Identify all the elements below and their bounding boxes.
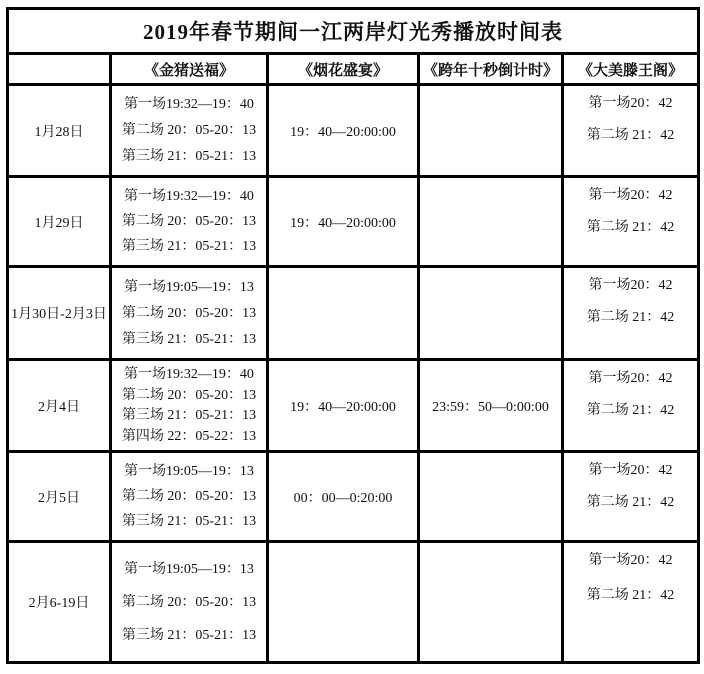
show-time: 第一场20：42	[588, 552, 673, 568]
table-row	[8, 177, 699, 267]
show-time: 第一场20：42	[588, 187, 673, 203]
show-time: 第三场 21：05-21：13	[121, 239, 257, 255]
show-time: 第二场 20：05-20：13	[121, 594, 257, 610]
table-row	[8, 360, 699, 452]
header-jinzhusongfu: 《金猪送福》	[111, 54, 268, 85]
kuanian-cell	[419, 267, 563, 360]
show-time: 第一场19:05—19：13	[124, 561, 254, 577]
show-time: 第一场19:05—19：13	[124, 279, 254, 295]
show-time: 第三场 21：05-21：13	[121, 148, 257, 164]
show-time: 第二场 20：05-20：13	[121, 489, 257, 504]
show-time: 第二场 20：05-20：13	[121, 123, 257, 138]
table-row	[8, 452, 699, 542]
show-time: 第二场 21：42	[586, 587, 675, 603]
title-row	[8, 9, 699, 54]
yanhua-cell: 19：40—20:00:00	[268, 177, 419, 267]
jinzhu-cell	[111, 177, 268, 267]
date-cell: 2月6-19日	[8, 542, 111, 663]
jinzhu-cell	[111, 542, 268, 663]
show-time: 第二场 21：42	[586, 494, 675, 510]
jinzhu-cell	[111, 360, 268, 452]
damei-cell	[563, 177, 699, 267]
show-time: 第三场 21：05-21：13	[121, 514, 257, 530]
date-cell: 2月5日	[8, 452, 111, 542]
kuanian-cell	[419, 177, 563, 267]
show-time: 第一场20：42	[588, 277, 673, 293]
show-time: 第三场 21：05-21：13	[121, 331, 257, 347]
date-cell: 1月28日	[8, 85, 111, 177]
show-time: 第二场 21：42	[586, 402, 675, 418]
damei-cell	[563, 452, 699, 542]
light-show-schedule-table	[6, 7, 700, 664]
date-cell: 1月29日	[8, 177, 111, 267]
show-time: 第四场 22：05-22：13	[121, 428, 257, 444]
show-time: 第二场 21：42	[586, 219, 675, 235]
show-time: 第二场 21：42	[586, 309, 675, 325]
table-row	[8, 85, 699, 177]
damei-cell	[563, 267, 699, 360]
date-cell: 2月4日	[8, 360, 111, 452]
show-time: 第一场19:05—19：13	[124, 463, 254, 479]
yanhua-cell	[268, 542, 419, 663]
table-row	[8, 542, 699, 663]
show-time: 第二场 20：05-20：13	[121, 214, 257, 229]
show-time: 第一场20：42	[588, 462, 673, 478]
header-dameitengwangge: 《大美滕王阁》	[563, 54, 699, 85]
header-yanhuashengyan: 《烟花盛宴》	[268, 54, 419, 85]
header-date	[8, 54, 111, 85]
show-time: 第二场 20：05-20：13	[121, 305, 257, 321]
show-time: 第二场 20：05-20：13	[121, 387, 257, 403]
page-title: 2019年春节期间一江两岸灯光秀播放时间表	[8, 9, 699, 54]
header-kuanian-countdown: 《跨年十秒倒计时》	[419, 54, 563, 85]
yanhua-cell: 00：00—0:20:00	[268, 452, 419, 542]
yanhua-cell	[268, 267, 419, 360]
date-cell: 1月30日-2月3日	[8, 267, 111, 360]
show-time: 第一场19:32—19：40	[124, 97, 254, 113]
yanhua-cell: 19：40—20:00:00	[268, 360, 419, 452]
show-time: 第二场 21：42	[586, 127, 675, 143]
damei-cell	[563, 542, 699, 663]
show-time: 第一场20：42	[588, 370, 673, 386]
jinzhu-cell	[111, 452, 268, 542]
damei-cell	[563, 360, 699, 452]
show-time: 第三场 21：05-21：13	[121, 627, 257, 643]
damei-cell	[563, 85, 699, 177]
yanhua-cell: 19：40—20:00:00	[268, 85, 419, 177]
kuanian-cell: 23:59：50—0:00:00	[419, 360, 563, 452]
show-time: 第一场19:32—19：40	[124, 367, 254, 383]
kuanian-cell	[419, 542, 563, 663]
table-row	[8, 267, 699, 360]
kuanian-cell	[419, 452, 563, 542]
jinzhu-cell	[111, 85, 268, 177]
kuanian-cell	[419, 85, 563, 177]
show-time: 第三场 21：05-21：13	[121, 408, 257, 424]
jinzhu-cell	[111, 267, 268, 360]
show-time: 第一场19:32—19：40	[124, 188, 254, 204]
show-time: 第一场20：42	[588, 95, 673, 111]
header-row	[8, 54, 699, 85]
